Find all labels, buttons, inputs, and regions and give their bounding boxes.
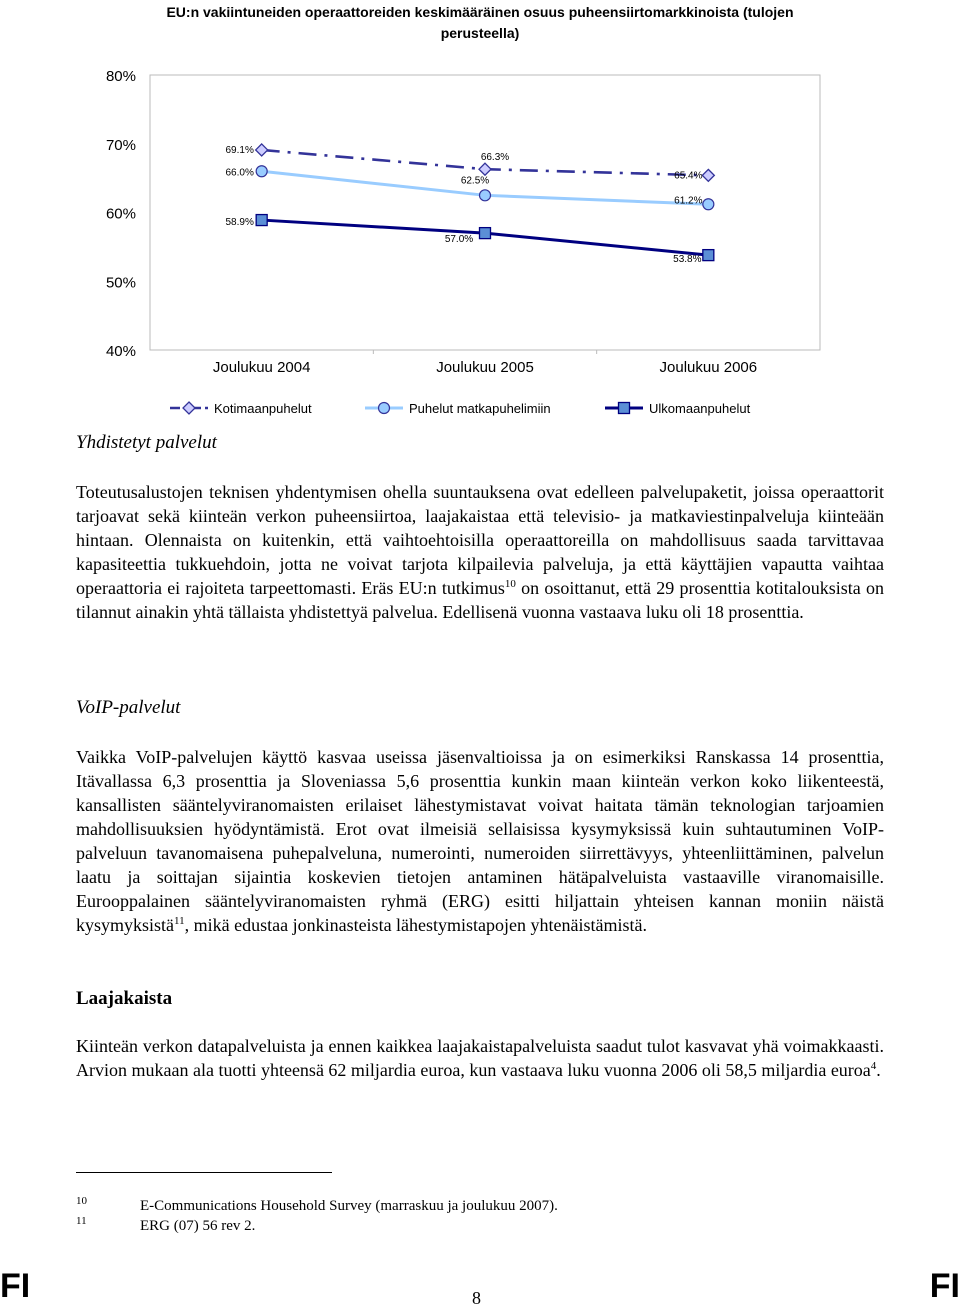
heading-yhdistetyt-palvelut: Yhdistetyt palvelut	[76, 432, 217, 453]
paragraph-bundles: Toteutusalustojen teknisen yhdentymisen ohella suuntauksena ovat edelleen palvelupaketit, joissa operaattorit tarjoavat sekä kiinteän verkon puheensiirtoa, laajakaistaa että televisio- ja matkaviestinpalveluja kiinteään hintaan. Olennaista on kuitenkin, että vaihtoehtoisilla operaattoreilla on mahdollisuus saada tarvittavaa kapasiteettia tukkuehdoin, jotta ne voivat tarjota kilpailevia palveluja, ja että käyttäjien vapautta vaihtaa operaattoria ei rajoiteta tarpeettomasti. Eräs EU:n tutkimus$^{10}$ on osoittanut, että 29 prosenttia kotitalouksista on tilannut ainakin yhtä tällaista yhdistettyä palvelua. Edellisenä vuonna vastaava luku oli 18 prosenttia.	[76, 482, 884, 622]
data-label: 61.2%	[674, 195, 703, 207]
data-point-0-1	[479, 163, 491, 175]
data-label: 65.4%	[674, 170, 703, 182]
data-label: 53.8%	[673, 254, 702, 266]
chart-svg	[0, 0, 960, 430]
data-point-0-0	[256, 144, 268, 156]
y-tick-label: 50%	[105, 274, 136, 292]
data-label: 57.0%	[444, 234, 474, 246]
footnote-ref-11[interactable]: 11	[174, 915, 185, 927]
legend-label-1: Puhelut matkapuhelimiin	[409, 401, 551, 416]
data-label: 66.3%	[480, 152, 510, 164]
heading-laajakaista: Laajakaista	[76, 988, 173, 1009]
legend-label-2: Ulkomaanpuhelut	[649, 401, 751, 416]
data-point-2-2	[703, 250, 714, 261]
legend-marker-0	[183, 402, 195, 414]
page-number: 8	[472, 1288, 481, 1308]
footer-lang-right: FI	[929, 1267, 960, 1305]
data-label: 66.0%	[225, 167, 254, 179]
data-point-2-0	[256, 215, 267, 226]
data-label: 62.5%	[460, 175, 490, 187]
x-tick-label: Joulukuu 2004	[212, 359, 311, 376]
footnote-ref-10[interactable]: 10	[504, 578, 516, 590]
x-tick-label: Joulukuu 2006	[659, 359, 758, 376]
data-point-1-0	[256, 166, 267, 177]
paragraph-voip: Vaikka VoIP-palvelujen käyttö kasvaa useissa jäsenvaltioissa ja on esimerkiksi Ranskassa 14 prosenttia, Itävallassa 6,3 prosenttia ja Sloveniassa 5,6 prosenttia kunkin maan kiinteän verkon koko liikenteestä, kansallisten sääntelyviranomaisten erilaiset lähestymistavat voivat haitata tämän teknologian tarjoamien mahdollisuuksien hyödyntämistä. Erot ovat ilmeisiä sellaisissa kysymyksissä kuin suhtautuminen VoIP-palveluun tavanomaisena puhepalveluna, numerointi, numeroiden siirrettävyys, yhteenliittäminen, palvelun laatu ja soittajan sijaintia koskevien tietojen antaminen hätäpalveluista vastaaville viranomaisille. Eurooppalainen sääntelyviranomaisten ryhmä (ERG) esitti hiljattain yhteisen kannan moniin näistä kysymyksistä$^{11}$, mikä edustaa jonkinasteista lähestymistapojen yhtenäistämistä.	[76, 747, 884, 935]
data-point-1-1	[480, 190, 491, 201]
y-tick-label: 60%	[105, 205, 136, 223]
plot-area	[150, 75, 820, 350]
footnote-ref-4[interactable]: 4	[870, 1060, 877, 1072]
paragraph-broadband: Kiinteän verkon datapalveluista ja ennen kaikkea laajakaistapalveluista saadut tulot kasvavat yhä voimakkaasti. Arvion mukaan ala tuotti yhteensä 62 miljardia euroa, kun vastaava luku vuonna 2006 oli 58,5 miljardia euroa$^4$.	[76, 1036, 884, 1080]
chart-title: EU:n vakiintuneiden operaattoreiden keskimääräinen osuus puheensiirtomarkkinoista (tulojen perusteella)	[166, 4, 794, 41]
heading-voip-palvelut: VoIP-palvelut	[76, 697, 181, 718]
data-point-2-1	[480, 228, 491, 239]
data-point-0-2	[702, 169, 714, 181]
y-tick-label: 80%	[105, 68, 136, 85]
market-share-chart	[0, 0, 960, 430]
y-tick-label: 70%	[105, 136, 136, 154]
footer-lang-left: FI	[0, 1267, 31, 1305]
y-tick-label: 40%	[105, 343, 136, 360]
data-label: 58.9%	[225, 217, 254, 229]
legend-marker-1	[379, 403, 390, 414]
legend-marker-2	[619, 403, 630, 414]
data-point-1-2	[703, 199, 714, 210]
data-label: 69.1%	[225, 144, 254, 156]
x-tick-label: Joulukuu 2005	[436, 359, 534, 376]
footnote-separator	[76, 1172, 332, 1173]
legend-label-0: Kotimaanpuhelut	[214, 401, 312, 416]
